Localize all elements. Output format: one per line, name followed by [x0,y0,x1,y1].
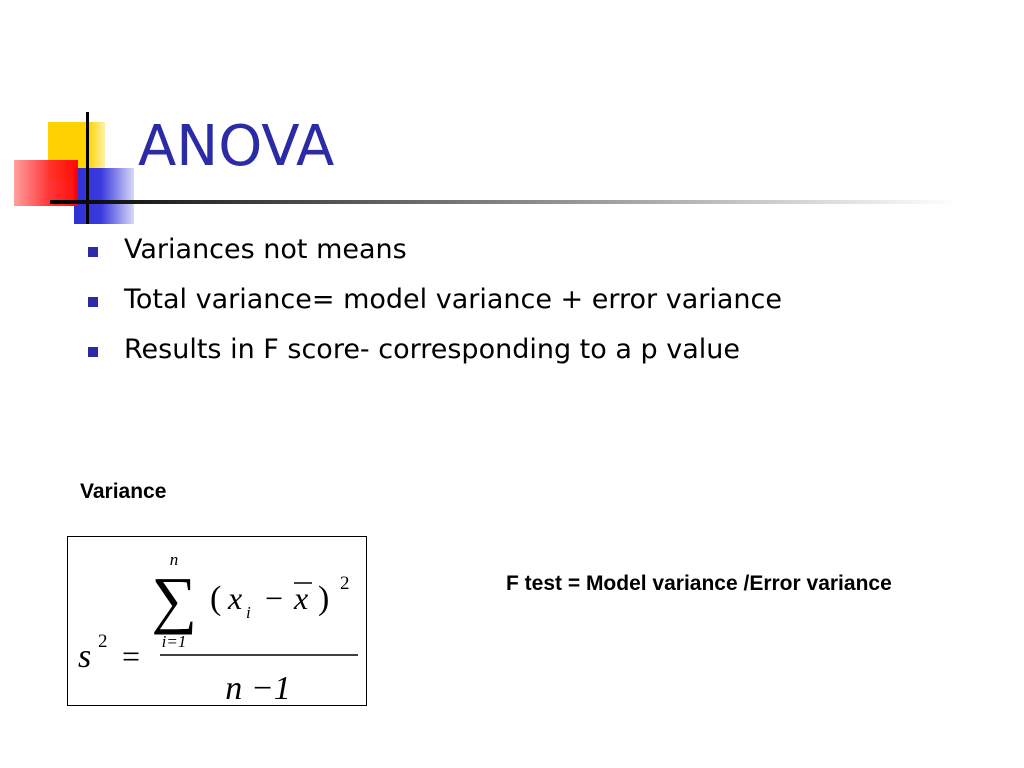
lhs-exponent: 2 [98,631,108,652]
slide-title: ANOVA [138,114,335,179]
bullet-text: Results in F score- corresponding to a p value [124,334,740,365]
close-paren: ) [318,580,330,617]
bullet-item [88,228,782,278]
title-underline [50,200,960,204]
sum-symbol: ∑ [151,564,197,635]
f-test-text: F test = Model variance /Error variance [506,572,892,595]
lhs-s: s [78,638,92,675]
bullet-text: Variances not means [124,234,407,265]
variance-formula [68,537,366,705]
minus-sign: − [265,580,284,616]
equals-sign: = [122,638,141,674]
x-i-subscript: i [246,603,251,622]
paren-exponent: 2 [340,573,350,594]
bullet-square-icon [88,347,98,357]
bullet-list [88,228,782,378]
open-paren: ( [210,580,222,617]
variance-formula-box [67,536,367,706]
bullet-square-icon [88,247,98,257]
bullet-square-icon [88,297,98,307]
x-i-base: x [228,580,243,616]
variance-label: Variance [80,480,167,503]
denominator: n −1 [225,670,291,705]
decor-vertical-line [86,112,89,224]
decor-blue-square [74,168,134,224]
sum-lower-limit: i=1 [161,632,187,651]
bullet-item [88,328,782,378]
x-bar: x [294,580,309,616]
sum-upper-limit: n [169,550,179,569]
bullet-text: Total variance= model variance + error variance [124,284,782,315]
bullet-item [88,278,782,328]
